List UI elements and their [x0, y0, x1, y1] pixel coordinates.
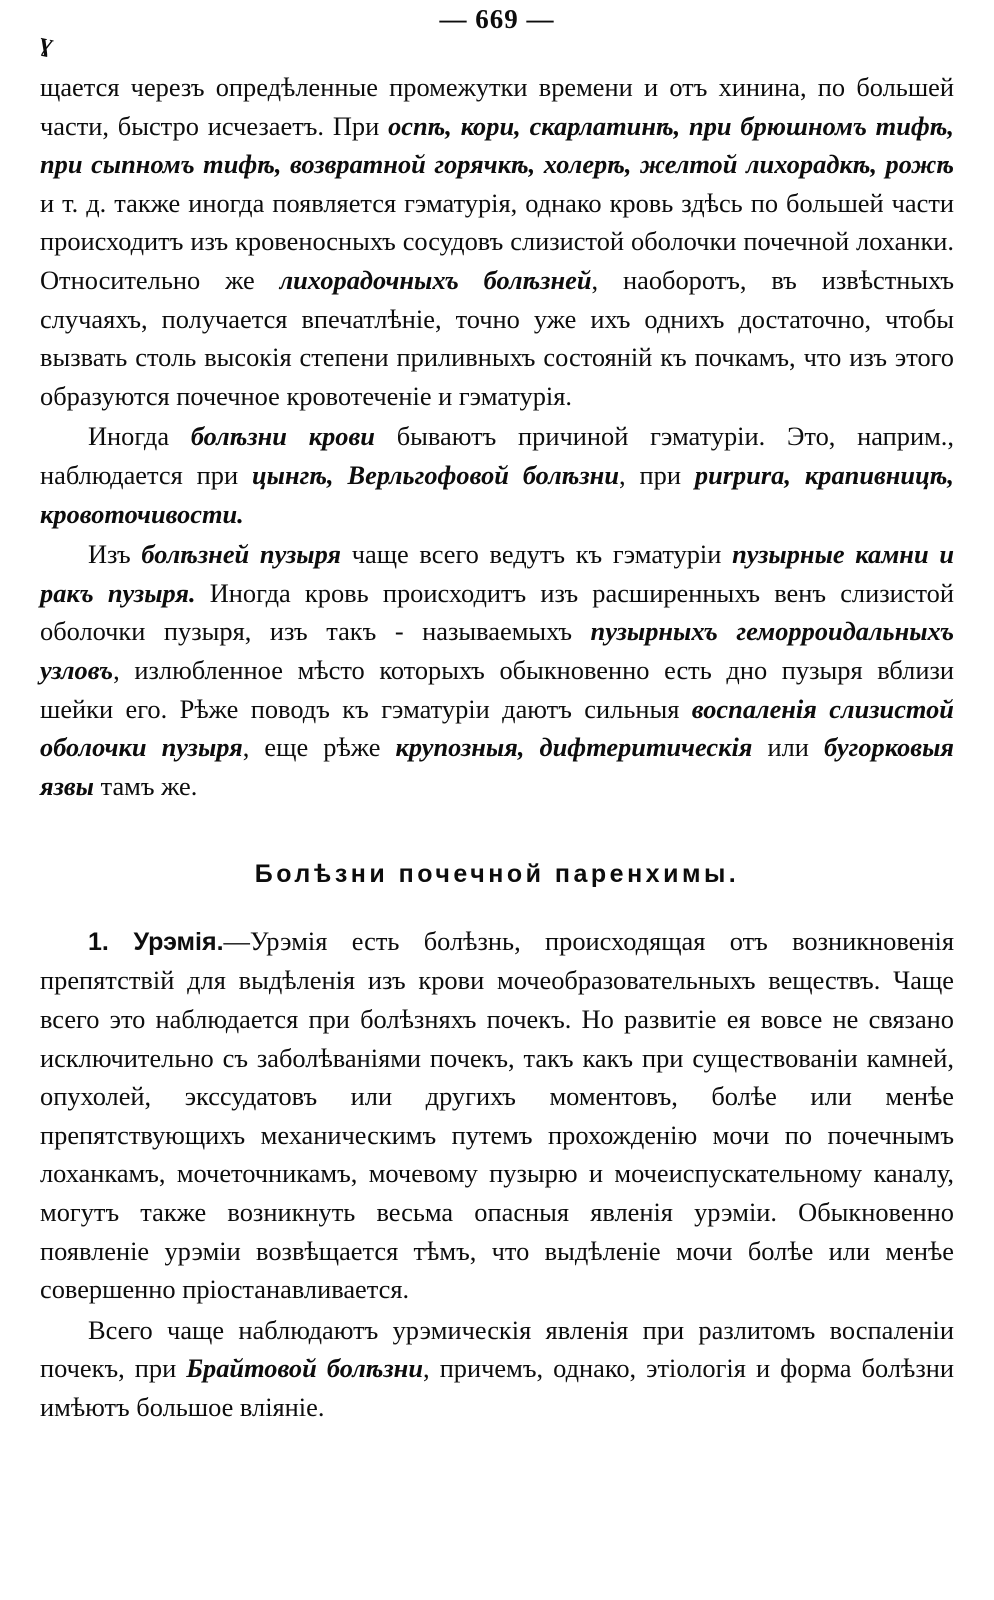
emphasis-stones-cancer: пузырные камни и ракъ пузыря.	[40, 539, 954, 608]
emphasis-infectious-diseases: оспѣ, кори, скарлатинѣ, при брюшномъ тифѣ, при сыпномъ тифѣ, возвратной горячкѣ, холерѣ, желтой лихорадкѣ, рожѣ	[40, 110, 954, 180]
page-number: — 669 —	[439, 4, 555, 34]
emphasis-bright-disease: Брайтовой болѣзни	[186, 1353, 424, 1384]
body-text	[40, 68, 954, 1427]
emphasis-inflammation: воспаленія слизистой оболочки пузыря	[40, 693, 954, 763]
emphasis-bladder-diseases: болѣзней пузыря	[141, 539, 342, 570]
emphasis-tubercular-ulcers: бугорковыя язвы	[40, 732, 954, 801]
corner-ink-mark: ɣ	[37, 26, 56, 59]
emphasis-fever-diseases: лихорадочныхъ болѣзней	[279, 264, 592, 295]
emphasis-hemorrhoidal-nodes: пузырныхъ геморроидальныхъ узловъ	[40, 616, 954, 685]
emphasis-scurvy-werlhof: цынгѣ, Верльгофовой болѣзни	[252, 459, 619, 490]
paragraph-blood-diseases: Иногда болѣзни крови бываютъ причиной гэматуріи. Это, наприм., наблюдается при цынгѣ, Верльгофовой болѣзни, при purpura, крапивницѣ, кровоточивости.	[40, 421, 955, 529]
paragraph-uremia-causes: Всего чаще наблюдаютъ урэмическія явленія при разлитомъ воспаленіи почекъ, при Брайтовой болѣзни, причемъ, однако, этіологія и форма болѣзни имѣютъ большое вліяніе.	[40, 1314, 954, 1422]
emphasis-purpura: purpura, крапивницѣ, кровоточивости.	[40, 459, 954, 529]
emphasis-croupous: крупозныя, дифтеритическія	[395, 732, 753, 763]
section-heading: Болѣзни почечной паренхимы.	[254, 860, 740, 889]
uremia-run-in-title: 1. Урэмія.	[88, 927, 224, 956]
paragraph-hematuria-infections: щается черезъ опредѣленные промежутки времени и отъ хинина, по большей части, быстро исчезаетъ. При оспѣ, кори, скарлатинѣ, при брюшномъ тифѣ, при сыпномъ тифѣ, возвратной горячкѣ, холерѣ, желтой лихорадкѣ, рожѣ и т. д. также иногда появляется гэматурія, однако кровь здѣсь по большей части происходитъ изъ кровеносныхъ сосудовъ слизистой оболочки почечной лоханки. Относительно же лихорадочныхъ болѣзней, наоборотъ, въ извѣстныхъ случаяхъ, получается впечатлѣніе, точно уже ихъ однихъ достаточно, чтобы вызвать столь высокія степени приливныхъ состояній къ почкамъ, что изъ этого образуются почечное кровотеченіе и гэматурія.	[40, 72, 954, 411]
paragraph-bladder-diseases: Изъ болѣзней пузыря чаще всего ведутъ къ гэматуріи пузырные камни и ракъ пузыря. Иногда кровь происходитъ изъ расширенныхъ венъ слизистой оболочки пузыря, изъ такъ - называемыхъ пузырныхъ геморроидальныхъ узловъ, излюбленное мѣсто которыхъ обыкновенно есть дно пузыря вблизи шейки его. Рѣже поводъ къ гэматуріи даютъ сильныя воспаленія слизистой оболочки пузыря, еще рѣже крупозныя, дифтеритическія или бугорковыя язвы тамъ же.	[40, 539, 954, 801]
paragraph-uremia: 1. Урэмія.—Урэмія есть болѣзнь, происходящая отъ возникновенія препятствій для выдѣленія изъ крови мочеобразовательныхъ веществъ. Чаще всего это наблюдается при болѣзняхъ почекъ. Но развитіе ея вовсе не связано исключительно съ заболѣваніями почекъ, такъ какъ при существованіи камней, опухолей, экссудатовъ или другихъ моментовъ, болѣе или менѣе препятствующихъ механическимъ путемъ прохожденію мочи по почечнымъ лоханкамъ, мочеточникамъ, мочевому пузырю и мочеиспускательному каналу, могутъ также возникнуть весьма опасныя явленія урэміи. Обыкновенно появленіе урэміи возвѣщается тѣмъ, что выдѣленіе мочи болѣе или менѣе совершенно пріостанавливается.	[40, 925, 954, 1305]
emphasis-blood-diseases: болѣзни крови	[190, 421, 375, 452]
